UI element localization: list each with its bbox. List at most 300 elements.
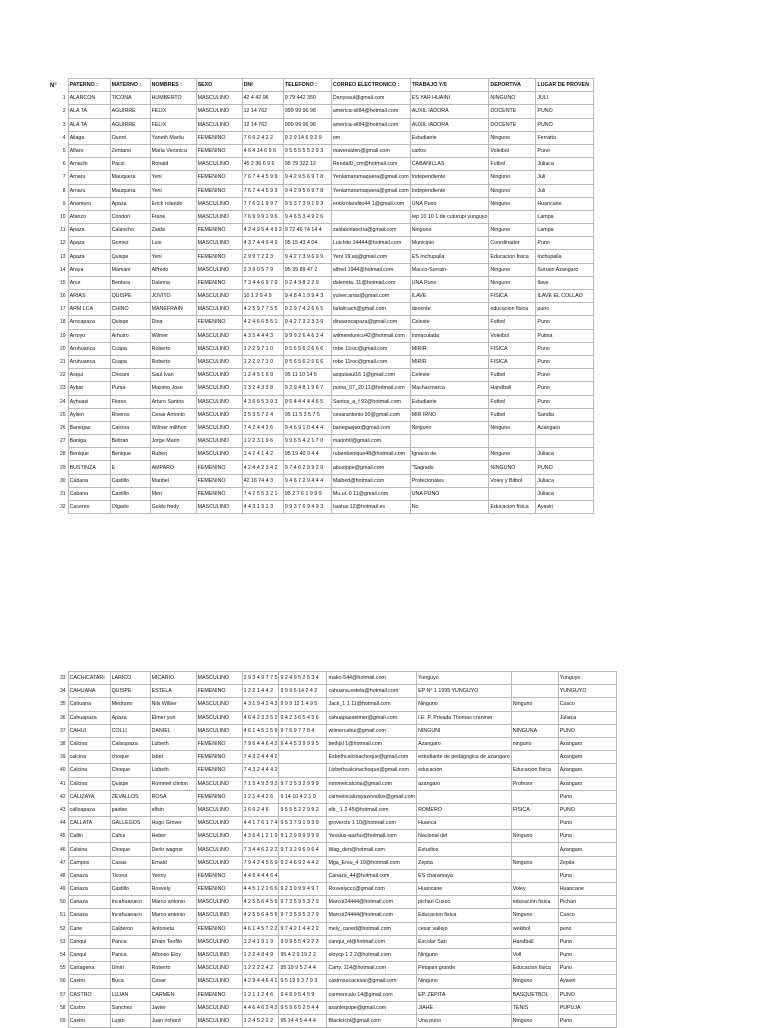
cell-trabajo: EP. ZEPITA xyxy=(417,988,512,1001)
row-number-header: N° xyxy=(50,83,57,89)
cell-paterno: ALA TA xyxy=(68,118,110,131)
cell-trabajo: Ignacio de xyxy=(410,448,489,461)
cell-telefono: 95 79 322 12 xyxy=(283,158,331,171)
cell-nombres: Antonieta xyxy=(150,922,196,935)
table-row xyxy=(59,487,594,500)
cell-trabajo: Profecionales xyxy=(410,474,489,487)
cell-row-number: 24 xyxy=(60,398,66,405)
cell-row-number: 56 xyxy=(60,978,66,985)
cell-lugar: PUNO xyxy=(558,803,616,816)
cell-lugar: Yunguyo xyxy=(558,672,616,685)
cell-dni: 4 2 4 9 5 4 4 9 2 xyxy=(242,224,283,237)
cell-sexo: MASCULINO xyxy=(196,803,242,816)
cell-telefono: 95 19 40 9 4 4 xyxy=(283,448,331,461)
cell-telefono: 9 7 3 2 9 6 9 6 4 xyxy=(279,843,327,856)
cell-lugar: Juliaca xyxy=(536,487,594,500)
cell-telefono: 9 79 442 350 xyxy=(283,92,331,105)
cell-telefono: 9 7 3 5 3 2 9 9 9 xyxy=(279,777,327,790)
cell-materno: Castillo xyxy=(110,487,150,500)
cell-row-number: 4 xyxy=(62,134,66,141)
cell-correo: Mga_Ersu_4 10@hotmail.com xyxy=(327,856,417,869)
cell-telefono: 9 2 3 9 9 9 4 9 7 xyxy=(279,883,327,896)
cell-nombres: HUMBERTO xyxy=(150,92,196,105)
cell-dni: 7 7 6 2 1 9 9 7 xyxy=(242,197,283,210)
cell-dni: 4 2 5 5 6 4 5 6 xyxy=(242,909,279,922)
header-cell-materno: MATERNO : xyxy=(110,79,150,92)
table-row xyxy=(59,711,616,724)
table-row xyxy=(59,896,616,909)
cell-correo: robe 11roc@gmail.com xyxy=(331,342,410,355)
table-row xyxy=(59,501,594,514)
cell-row-number: 31 xyxy=(60,490,66,497)
cell-row-number: 25 xyxy=(60,411,66,418)
cell-materno: Choque xyxy=(110,843,150,856)
cell-materno: Arhuiro xyxy=(110,329,150,342)
cell-deportiva: Voley y Bitbol xyxy=(489,474,536,487)
table-row xyxy=(59,435,594,448)
cell-telefono: 9 72 46 74 14 4 xyxy=(283,224,331,237)
cell-dni: 1 3 2 4 3 3 8 xyxy=(242,382,283,395)
cell-correo: castrosucacesar@gmail.com xyxy=(327,975,417,988)
cell-deportiva: Handball xyxy=(511,935,558,948)
cell-row-number: 59 xyxy=(60,1017,66,1024)
cell-trabajo: docente xyxy=(410,303,489,316)
cell-materno: Puma xyxy=(110,382,150,395)
cell-materno: Quispe xyxy=(110,250,150,263)
cell-sexo: MASCULINO xyxy=(196,105,242,118)
cell-paterno: BUSTINZA xyxy=(68,461,110,474)
table-row xyxy=(59,764,616,777)
cell-trabajo: Independiente xyxy=(410,184,489,197)
cell-dni: 7 9 4 2 4 5 6 9 xyxy=(242,856,279,869)
header-cell-spacer xyxy=(59,79,68,92)
cell-materno: LARICO xyxy=(110,672,150,685)
table-row xyxy=(59,856,616,869)
cell-dni: 1 2 4 1 9 1 9 xyxy=(242,935,279,948)
cell-paterno: Baniga xyxy=(68,435,110,448)
cell-trabajo: Celeste xyxy=(410,369,489,382)
cell-paterno: Canaza xyxy=(68,909,110,922)
cell-correo: Esbethcalcinachoque@gmail.com xyxy=(327,751,417,764)
cell-telefono: 9 4 6 9 1 0 4 4 4 xyxy=(283,421,331,434)
cell-correo: Lizbethcalcinachoque@gmail.com xyxy=(327,764,417,777)
cell-telefono: 9 5 3 7 9 1 9 3 9 xyxy=(279,817,327,830)
cell-correo: cahuana.estela@hotmail.com xyxy=(327,685,417,698)
cell-lugar: Azangaro xyxy=(558,843,616,856)
cell-telefono: 9 7 4 2 1 4 4 2 2 xyxy=(279,922,327,935)
table-row xyxy=(59,869,616,882)
cell-correo: dinaarocapaza@gmail.com xyxy=(331,316,410,329)
cell-deportiva: Voll xyxy=(511,948,558,961)
cell-correo: Wag_den@hotmail.com xyxy=(327,843,417,856)
cell-telefono: 95 39 89 47 2 xyxy=(283,263,331,276)
cell-sexo: MASCULINO xyxy=(196,158,242,171)
cell-paterno: Cane xyxy=(68,922,110,935)
cell-correo: wilmerelunico42@hotmail.com xyxy=(331,329,410,342)
cell-correo: wilmercahui@gmail.com xyxy=(327,724,417,737)
table-row xyxy=(59,263,594,276)
cell-deportiva: Ninguno xyxy=(489,197,536,210)
cell-materno: AGUIRRE xyxy=(110,105,150,118)
cell-telefono: 9 4 4 5 3 9 9 9 5 xyxy=(279,737,327,750)
cell-correo: marinhtl@gmail.com xyxy=(331,435,410,448)
table-row xyxy=(59,184,594,197)
cell-paterno: Aybar xyxy=(68,382,110,395)
cell-materno: Lujan xyxy=(110,1014,150,1027)
cell-paterno: Anamuro xyxy=(68,197,110,210)
cell-correo: canqui_el@hotmail.com xyxy=(327,935,417,948)
cell-nombres: Zaida xyxy=(150,224,196,237)
cell-deportiva: educacion fisica xyxy=(511,896,558,909)
cell-deportiva: Ninguno xyxy=(489,448,536,461)
cell-sexo: MASCULINO xyxy=(196,1001,242,1014)
cell-paterno: Canaza xyxy=(68,869,110,882)
cell-paterno: Canqui xyxy=(68,948,110,961)
cell-lugar: Azangaro xyxy=(536,421,594,434)
cell-materno: Ccapa xyxy=(110,355,150,368)
cell-deportiva: BASQUETBOL xyxy=(511,988,558,1001)
cell-materno: Sanchez xyxy=(110,1001,150,1014)
cell-telefono: 9 7 4 6 2 9 9 2 9 xyxy=(283,461,331,474)
cell-trabajo: azangaro xyxy=(417,777,512,790)
cell-dni: 42 4 42 96 xyxy=(242,92,283,105)
cell-deportiva: Ninguno xyxy=(489,171,536,184)
cell-row-number: 51 xyxy=(60,912,66,919)
cell-trabajo: Ninguno xyxy=(410,421,489,434)
cell-nombres: Jorge Marin xyxy=(150,435,196,448)
cell-deportiva: Ninguno xyxy=(511,856,558,869)
cell-materno: Riveros xyxy=(110,408,150,421)
cell-sexo: MASCULINO xyxy=(196,698,242,711)
cell-trabajo: Ninguno xyxy=(410,224,489,237)
cell-lugar: Puno xyxy=(536,355,594,368)
cell-sexo: MASCULINO xyxy=(196,303,242,316)
cell-correo: robe 11roc@gmail.com xyxy=(331,355,410,368)
cell-correo: america-sil84@hotmail.com xyxy=(331,105,410,118)
cell-lugar: Juliaca xyxy=(536,474,594,487)
cell-deportiva xyxy=(511,711,558,724)
cell-correo: om xyxy=(331,131,410,144)
cell-sexo: MASCULINO xyxy=(196,975,242,988)
cell-trabajo: I.E. P. Privada Thomas cranmer xyxy=(417,711,512,724)
cell-deportiva: DOCENTE xyxy=(489,105,536,118)
cell-sexo: MASCULINO xyxy=(196,501,242,514)
cell-sexo: MASCULINO xyxy=(196,896,242,909)
cell-lugar: Ayaviri xyxy=(536,501,594,514)
cell-dni: 1 2 2 1 4 4 2 xyxy=(242,685,279,698)
cell-dni: 4 3 7 4 4 9 4 9 xyxy=(242,237,283,250)
table-row xyxy=(59,830,616,843)
table-row xyxy=(59,909,616,922)
table-row xyxy=(59,158,594,171)
cell-dni: 4 3 6 4 1 2 1 9 xyxy=(242,830,279,843)
cell-sexo: MASCULINO xyxy=(196,724,242,737)
cell-dni: 4 2 5 9 7 7 5 5 xyxy=(242,303,283,316)
cell-deportiva: educacion fisica xyxy=(489,303,536,316)
cell-telefono: 9 4 6 5 3 4 9 2 6 xyxy=(283,210,331,223)
cell-row-number: 5 xyxy=(62,148,66,155)
cell-sexo: MASCULINO xyxy=(196,830,242,843)
cell-deportiva xyxy=(511,843,558,856)
cell-nombres: Wilmer milthon xyxy=(150,421,196,434)
cell-deportiva: Ninguno xyxy=(511,975,558,988)
cell-sexo: FEMENINO xyxy=(196,869,242,882)
cell-dni: 12 14 762 xyxy=(242,118,283,131)
cell-lugar: Puno xyxy=(558,962,616,975)
cell-trabajo xyxy=(410,435,489,448)
cell-sexo: MASCULINO xyxy=(196,777,242,790)
cell-row-number: 40 xyxy=(60,767,66,774)
cell-deportiva: TENIS xyxy=(511,1001,558,1014)
cell-trabajo: Machacmarca xyxy=(410,382,489,395)
cell-materno: QUISPE xyxy=(110,685,150,698)
cell-dni: 2 5 3 5 7 2 4 xyxy=(242,408,283,421)
cell-trabajo: Macco-Sorrain- xyxy=(410,263,489,276)
cell-deportiva: FISICA xyxy=(511,803,558,816)
cell-trabajo: educacion xyxy=(417,764,512,777)
cell-nombres: Wilmer xyxy=(150,329,196,342)
cell-telefono: 9 5 5 5 2 2 9 9 2 xyxy=(279,803,327,816)
cell-telefono: 9 7 6 9 7 7 8 4 xyxy=(279,724,327,737)
cell-row-number: 16 xyxy=(60,293,66,300)
cell-sexo: MASCULINO xyxy=(196,711,242,724)
table-row xyxy=(59,922,616,935)
cell-sexo: MASCULINO xyxy=(196,395,242,408)
table-row xyxy=(59,685,616,698)
table-row xyxy=(59,751,616,764)
table-row xyxy=(59,316,594,329)
cell-paterno: Asqui xyxy=(68,369,110,382)
cell-nombres: Rommel clinton xyxy=(150,777,196,790)
cell-dni: 4 4 1 7 6 1 7 4 xyxy=(242,817,279,830)
cell-telefono: 95 11 5 3 5 7 5 xyxy=(283,408,331,421)
cell-deportiva xyxy=(489,210,536,223)
cell-trabajo: estudiante de pedagogica de azangaro xyxy=(417,751,512,764)
cell-sexo: MASCULINO xyxy=(196,210,242,223)
roster-table-page-1-body xyxy=(59,79,594,514)
cell-lugar: PUNO xyxy=(558,988,616,1001)
cell-materno: ZEVALLOS xyxy=(110,790,150,803)
cell-materno: Panca xyxy=(110,935,150,948)
table-row xyxy=(59,303,594,316)
cell-correo: Carty. 114@hotmail.com xyxy=(327,962,417,975)
cell-dni: 4 6 1 4 5 1 5 9 xyxy=(242,724,279,737)
cell-deportiva: Futbol xyxy=(489,395,536,408)
cell-lugar: Ayaviri xyxy=(558,975,616,988)
cell-deportiva: NINGUNO xyxy=(489,92,536,105)
cell-materno: Calancho xyxy=(110,224,150,237)
cell-telefono: 9 4 2 7 3 9 6 9 9 xyxy=(283,250,331,263)
cell-lugar: PUNO xyxy=(558,724,616,737)
cell-correo: zaidalorlancha@gmail.com xyxy=(331,224,410,237)
cell-nombres: Heber xyxy=(150,830,196,843)
cell-deportiva: FISICA xyxy=(489,355,536,368)
cell-telefono: 9 9 9 2 6 4 6 3 4 xyxy=(283,329,331,342)
cell-correo: mely_caned@hotmail.com xyxy=(327,922,417,935)
cell-paterno: Arroyo xyxy=(68,329,110,342)
cell-correo: rubenbenique48@hotmail.com xyxy=(331,448,410,461)
cell-nombres: Cesar xyxy=(150,975,196,988)
header-cell-lugar: LUGAR DE PROVEN xyxy=(536,79,594,92)
cell-correo: Danysaul@gmail.com xyxy=(331,92,410,105)
cell-trabajo: ROMERO xyxy=(417,803,512,816)
cell-dni: 1 6 6 2 4 6 xyxy=(242,803,279,816)
table-row xyxy=(59,210,594,223)
cell-dni: 4 4 5 1 2 1 6 6 xyxy=(242,883,279,896)
cell-trabajo: Azangaro xyxy=(417,737,512,750)
table-row xyxy=(59,737,616,750)
cell-dni: 45 2 36 6 9 6 xyxy=(242,158,283,171)
cell-deportiva: Coordinador xyxy=(489,237,536,250)
cell-materno: Calcina xyxy=(110,421,150,434)
cell-telefono: 95 2 7 6 1 9 9 9 xyxy=(283,487,331,500)
cell-materno: Olgado xyxy=(110,501,150,514)
cell-paterno: Canaza xyxy=(68,883,110,896)
cell-lugar: Puno xyxy=(558,790,616,803)
cell-sexo: FEMENINO xyxy=(196,184,242,197)
cell-lugar: Puno xyxy=(558,1014,616,1027)
cell-row-number: 54 xyxy=(60,952,66,959)
cell-row-number: 8 xyxy=(62,187,66,194)
cell-deportiva: Futbol xyxy=(489,158,536,171)
cell-nombres: Hugo Grover xyxy=(150,817,196,830)
cell-paterno: Arnaru xyxy=(68,184,110,197)
cell-materno: Bentura xyxy=(110,276,150,289)
cell-paterno: Banegas xyxy=(68,421,110,434)
cell-trabajo: Escolar San xyxy=(417,935,512,948)
table-row xyxy=(59,329,594,342)
cell-dni: 2 9 3 4 9 7 7 5 xyxy=(242,672,279,685)
cell-nombres: Ronald xyxy=(150,158,196,171)
cell-paterno: CALLATA xyxy=(68,817,110,830)
cell-correo: Canaza_44@hotmail.com xyxy=(327,869,417,882)
table-row xyxy=(59,92,594,105)
cell-deportiva: FISICA xyxy=(489,290,536,303)
cell-lugar: Azangaro xyxy=(558,737,616,750)
cell-correo: Yeni 19.aq@gmail.com xyxy=(331,250,410,263)
cell-lugar: Juliaca xyxy=(536,448,594,461)
cell-correo: asanleqsipe@gmail.com xyxy=(327,1001,417,1014)
cell-trabajo: ILAVE xyxy=(410,290,489,303)
cell-dni: 42 16 74 4 3 xyxy=(242,474,283,487)
cell-telefono: 9 4 8 9 5 4 5 9 xyxy=(279,988,327,1001)
cell-lugar: Puno xyxy=(536,237,594,250)
table-row xyxy=(59,461,594,474)
cell-lugar: PUNO xyxy=(536,118,594,131)
cell-sexo: FEMENINO xyxy=(196,461,242,474)
cell-telefono: 9 9 9 12 1 4 9 5 xyxy=(279,698,327,711)
cell-correo xyxy=(331,210,410,223)
cell-deportiva xyxy=(511,751,558,764)
cell-trabajo: carlos xyxy=(410,144,489,157)
table-row xyxy=(59,369,594,382)
header-cell-trabajo: TRABAJO Y/0 xyxy=(410,79,489,92)
cell-correo: Luichito 14444@hotmail.com xyxy=(331,237,410,250)
cell-telefono: 9 4 2 9 5 6 9 7 8 xyxy=(283,171,331,184)
cell-correo: Isiatus.12@hotmail.es xyxy=(331,501,410,514)
cell-dni: 1 2 4 5 2 2 2 xyxy=(242,1014,279,1027)
cell-row-number: 14 xyxy=(60,266,66,273)
cell-row-number: 21 xyxy=(60,359,66,366)
cell-sexo: FEMENINO xyxy=(196,737,242,750)
table-row xyxy=(59,790,616,803)
cell-telefono: 95 11 10 14 5 xyxy=(283,369,331,382)
cell-dni: 7 6 7 4 4 5 9 9 xyxy=(242,184,283,197)
cell-deportiva: Educacion fisica xyxy=(489,250,536,263)
cell-correo: Yenlarnarumaquera@gmail.com xyxy=(331,184,410,197)
cell-dni: 4 2 5 5 6 4 5 6 xyxy=(242,896,279,909)
cell-nombres: DANIEL xyxy=(150,724,196,737)
table-row xyxy=(59,474,594,487)
cell-dni: 2 9 9 7 2 2 3 xyxy=(242,250,283,263)
cell-dni: 7 6 6 2 4 2 2 xyxy=(242,131,283,144)
cell-telefono: 9 9 3 7 6 9 4 9 3 xyxy=(283,501,331,514)
cell-dni: 2 3 9 0 5 7 9 xyxy=(242,263,283,276)
cell-telefono: 9 4 2 3 6 5 4 5 6 xyxy=(279,711,327,724)
cell-dni: 1 2 2 9 7 1 0 xyxy=(242,342,283,355)
cell-lugar: Juli xyxy=(536,184,594,197)
cell-materno: CHINO xyxy=(110,303,150,316)
cell-lugar: Zepita xyxy=(558,856,616,869)
cell-trabajo: Huanca xyxy=(417,817,512,830)
cell-telefono: 9 5 3 7 3 9 1 9 3 xyxy=(283,197,331,210)
cell-dni: 1 4 2 4 1 4 2 xyxy=(242,448,283,461)
cell-lugar xyxy=(536,435,594,448)
cell-paterno: Aylien xyxy=(68,408,110,421)
cell-lugar: JULI xyxy=(536,92,594,105)
cell-row-number: 39 xyxy=(60,754,66,761)
cell-telefono: 9 5 9 6 5 2 5 4 4 xyxy=(279,1001,327,1014)
cell-paterno: Afanzo xyxy=(68,210,110,223)
table-row xyxy=(59,724,616,737)
cell-materno: Ouent xyxy=(110,131,150,144)
cell-materno: Apaza xyxy=(110,711,150,724)
table-row xyxy=(59,197,594,210)
cell-row-number: 23 xyxy=(60,385,66,392)
cell-nombres: Lizbeth xyxy=(150,764,196,777)
cell-materno: Casas xyxy=(110,856,150,869)
cell-row-number: 22 xyxy=(60,372,66,379)
cell-nombres: Derlo wagner xyxy=(150,843,196,856)
cell-deportiva xyxy=(511,790,558,803)
cell-correo: cesarantonio 90@gmail.com xyxy=(331,408,410,421)
table-row xyxy=(59,408,594,421)
cell-lugar: PUNO xyxy=(536,105,594,118)
cell-lugar: Ilave xyxy=(536,276,594,289)
roster-table-page-2-body xyxy=(59,672,616,1028)
cell-paterno: Apaza xyxy=(68,250,110,263)
cell-telefono xyxy=(279,869,327,882)
cell-row-number: 13 xyxy=(60,253,66,260)
cell-nombres: Dina xyxy=(150,316,196,329)
cell-materno: Cahui xyxy=(110,830,150,843)
cell-deportiva: Futbol xyxy=(489,408,536,421)
cell-correo: mako-544@hotmail.com xyxy=(327,672,417,685)
cell-nombres: Isbet xyxy=(150,751,196,764)
cell-nombres: Maribel xyxy=(150,474,196,487)
header-cell-deportiva: DEPORTIVA xyxy=(489,79,536,92)
cell-dni: 1 2 2 2 2 4 2 xyxy=(242,962,279,975)
table-row xyxy=(59,250,594,263)
cell-nombres: Arturo Santos xyxy=(150,395,196,408)
cell-trabajo: Estudiante xyxy=(410,395,489,408)
cell-correo: Santos_a_f 92@hotmail.com xyxy=(331,395,410,408)
table-row xyxy=(59,105,594,118)
cell-row-number: 11 xyxy=(60,227,66,234)
cell-lugar: Lampa xyxy=(536,224,594,237)
cell-deportiva: Ninguno xyxy=(489,184,536,197)
cell-telefono: 9 5 5 5 5 5 2 9 3 xyxy=(283,144,331,157)
